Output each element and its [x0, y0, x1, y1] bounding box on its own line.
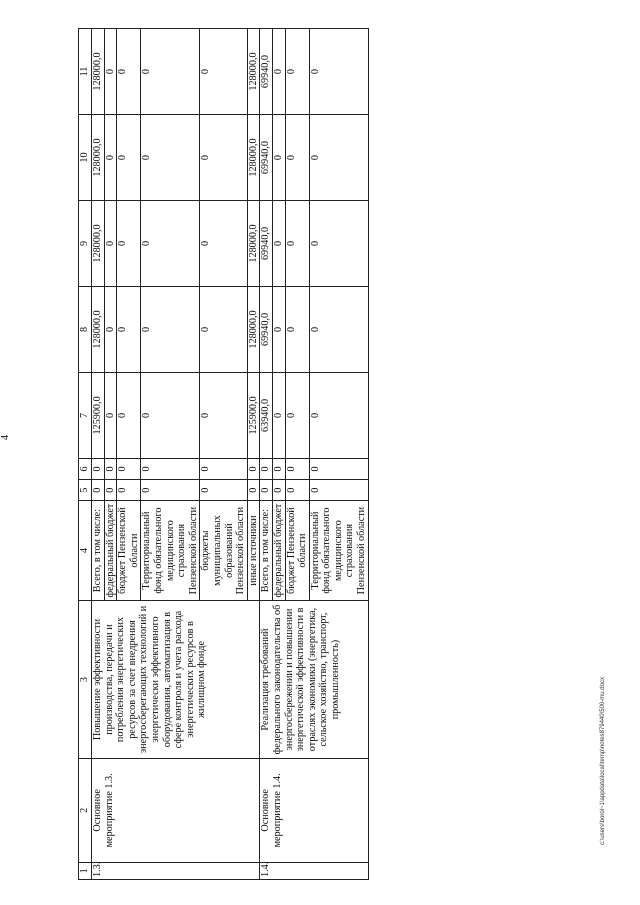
amount-cell: 0 [272, 115, 285, 201]
amount-cell: 0 [260, 480, 273, 501]
amount-cell: 69940,0 [260, 201, 273, 287]
amount-cell: 0 [117, 458, 141, 479]
amount-cell: 0 [285, 286, 309, 372]
col-header: 11 [79, 29, 92, 115]
group-number: 1.3. [92, 862, 260, 879]
col-header: 10 [79, 115, 92, 201]
col-header: 2 [79, 759, 92, 862]
amount-cell: 0 [285, 480, 309, 501]
page-number: 4 [0, 435, 11, 440]
amount-cell: 0 [247, 480, 260, 501]
amount-cell: 0 [117, 372, 141, 458]
col-header: 7 [79, 372, 92, 458]
amount-cell: 128000,0 [247, 29, 260, 115]
col-header: 1 [79, 862, 92, 879]
amount-cell: 0 [117, 115, 141, 201]
amount-cell: 0 [104, 480, 117, 501]
measure-description: Повышение эффективности производства, передачи и потребления энергетических ресурсов за счет внедрения энергосберегающих технологий и энергетически эффективного оборудования, автоматизация в сфере контроля и учета расхода энергетических ресурсов в жилищном фонде [92, 600, 260, 758]
amount-cell: 0 [104, 29, 117, 115]
amount-cell: 0 [141, 29, 200, 115]
amount-cell: 0 [117, 29, 141, 115]
amount-cell: 0 [309, 480, 368, 501]
amount-cell: 69940,0 [260, 115, 273, 201]
amount-cell: 63940,0 [260, 372, 273, 458]
rotated-page [78, 28, 610, 880]
amount-cell: 0 [200, 115, 247, 201]
amount-cell: 0 [272, 29, 285, 115]
group-number: 1.4. [260, 862, 368, 879]
col-header: 5 [79, 480, 92, 501]
funding-source: Всего, в том числе: [260, 501, 273, 601]
measure-name: Основное мероприятие 1.4. [260, 759, 368, 862]
funding-source: федеральный бюджет [272, 501, 285, 601]
amount-cell: 69940,0 [260, 286, 273, 372]
amount-cell: 0 [200, 372, 247, 458]
amount-cell: 0 [141, 372, 200, 458]
funding-source: Всего, в том числе: [92, 501, 105, 601]
amount-cell: 0 [141, 480, 200, 501]
col-header: 9 [79, 201, 92, 287]
amount-cell: 128000,0 [92, 201, 105, 287]
amount-cell: 0 [285, 201, 309, 287]
funding-source: Территориальный фонд обязательного медицинского страхования Пензенской области [309, 501, 368, 601]
col-header: 6 [79, 458, 92, 479]
amount-cell: 0 [117, 201, 141, 287]
amount-cell: 0 [141, 286, 200, 372]
amount-cell: 128000,0 [247, 201, 260, 287]
measure-name: Основное мероприятие 1.3. [92, 759, 260, 862]
amount-cell: 0 [309, 286, 368, 372]
amount-cell: 0 [309, 201, 368, 287]
amount-cell: 125900,0 [247, 372, 260, 458]
amount-cell: 0 [272, 201, 285, 287]
amount-cell: 0 [260, 458, 273, 479]
amount-cell: 0 [309, 372, 368, 458]
amount-cell: 0 [272, 480, 285, 501]
amount-cell: 0 [141, 115, 200, 201]
amount-cell: 0 [92, 458, 105, 479]
amount-cell: 128000,0 [247, 286, 260, 372]
funding-source: федеральный бюджет [104, 501, 117, 601]
funding-source: бюджет Пензенской области [285, 501, 309, 601]
col-header: 8 [79, 286, 92, 372]
funding-source: Территориальный фонд обязательного медицинского страхования Пензенской области [141, 501, 200, 601]
table-row [260, 29, 273, 880]
amount-cell: 0 [200, 201, 247, 287]
amount-cell: 0 [92, 480, 105, 501]
amount-cell: 0 [285, 458, 309, 479]
amount-cell: 0 [200, 480, 247, 501]
amount-cell: 0 [309, 115, 368, 201]
funding-source: бюджеты муниципальных образований Пензенской области [200, 501, 247, 601]
measure-description: Реализация требований федерального законодательства об энергосбережении и повышении энергетической эффективности в отраслях экономики (энергетика, сельское хозяйство, транспорт, промышленность) [260, 600, 368, 758]
amount-cell: 0 [141, 201, 200, 287]
amount-cell: 0 [309, 458, 368, 479]
amount-cell: 0 [117, 480, 141, 501]
amount-cell: 0 [104, 458, 117, 479]
amount-cell: 0 [272, 286, 285, 372]
amount-cell: 128000,0 [92, 29, 105, 115]
amount-cell: 0 [141, 458, 200, 479]
amount-cell: 0 [200, 29, 247, 115]
amount-cell: 125900,0 [92, 372, 105, 458]
amount-cell: 128000,0 [92, 286, 105, 372]
column-number-row [79, 29, 92, 880]
amount-cell: 0 [104, 372, 117, 458]
col-header: 4 [79, 501, 92, 601]
amount-cell: 0 [104, 201, 117, 287]
amount-cell: 0 [285, 372, 309, 458]
amount-cell: 0 [104, 286, 117, 372]
amount-cell: 0 [285, 29, 309, 115]
amount-cell: 0 [247, 458, 260, 479]
amount-cell: 128000,0 [92, 115, 105, 201]
col-header: 3 [79, 600, 92, 758]
amount-cell: 128000,0 [247, 115, 260, 201]
amount-cell: 0 [117, 286, 141, 372]
amount-cell: 0 [200, 458, 247, 479]
amount-cell: 69940,0 [260, 29, 273, 115]
amount-cell: 0 [285, 115, 309, 201]
amount-cell: 0 [272, 458, 285, 479]
funding-source: иные источники [247, 501, 260, 601]
amount-cell: 0 [309, 29, 368, 115]
funding-source: бюджет Пензенской области [117, 501, 141, 601]
file-path-footer: c:\users\borol~1\appdata\local\temp\notes879440\500-mu.docx [600, 677, 606, 845]
amount-cell: 0 [104, 115, 117, 201]
table-row [92, 29, 105, 880]
amount-cell: 0 [200, 286, 247, 372]
funding-table [78, 28, 369, 880]
amount-cell: 0 [272, 372, 285, 458]
